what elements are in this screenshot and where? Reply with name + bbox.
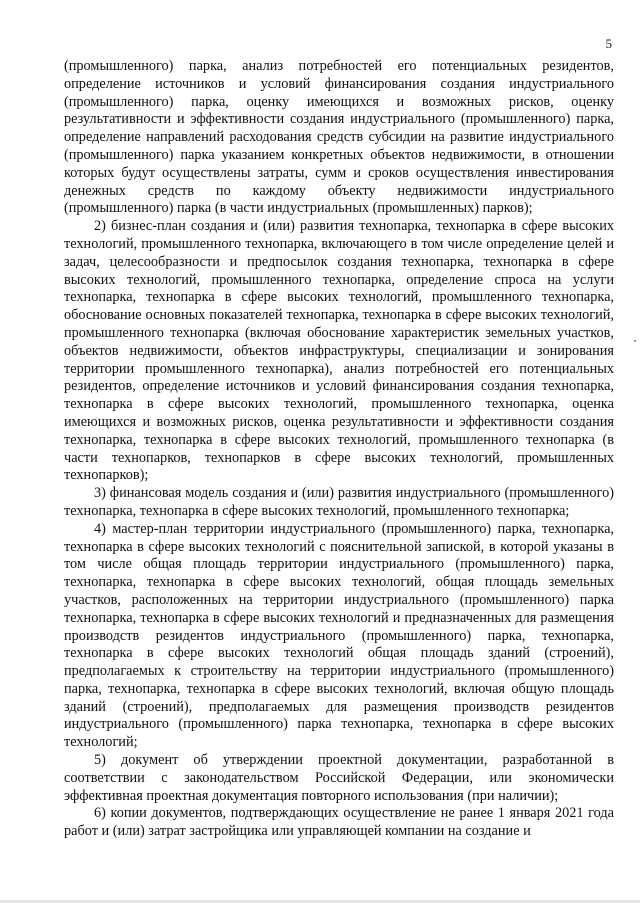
paragraph-item-6: 6) копии документов, подтверждающих осуществление не ранее 1 января 2021 года работ и (или) затрат застройщика или управляющей компании на создание и xyxy=(64,805,614,840)
page-number: 5 xyxy=(605,36,612,51)
paragraph-continuation: (промышленного) парка, анализ потребностей его потенциальных резидентов, определение источников и условий финансирования создания индустриального (промышленного) парка, оценку имеющихся и возможных рисков, оценку результативности и эффективности создания индустриального (промышленного) парка, определение направлений расходования средств субсидии на развитие индустриального (промышленного) парка указанием конкретных объектов недвижимости, в отношении которых будут осуществлены затраты, сумм и сроков осуществления инвестирования денежных средств по каждому объекту недвижимости индустриального (промышленного) парка (в части индустриальных (промышленных) парков); xyxy=(64,58,614,217)
paragraph-item-4: 4) мастер-план территории индустриального (промышленного) парка, технопарка, технопарка в сфере высоких технологий с пояснительной запиской, в которой указаны в том числе общая площадь территории индустриального (промышленного) парка, технопарка, технопарка в сфере высоких технологий, общая площадь земельных участков, расположенных на территории индустриального (промышленного) парка технопарка, технопарка в сфере высоких технологий и предназначенных для размещения производств резидентов индустриального (промышленного) парка, технопарка, технопарка в сфере высоких технологий общая площадь зданий (строений), предполагаемых к строительству на территории индустриального (промышленного) парка, технопарка, технопарка в сфере высоких технологий, включая общую площадь зданий (строений), предполагаемых для размещения производств резидентов индустриального (промышленного) парка технопарка, технопарка в сфере высоких технологий; xyxy=(64,520,614,751)
document-body xyxy=(64,58,614,841)
paragraph-item-2: 2) бизнес-план создания и (или) развития технопарка, технопарка в сфере высоких технологий, промышленного технопарка, включающего в том числе определение целей и задач, целесообразности и предпосылок создания технопарка, технопарка в сфере высоких технологий, промышленного технопарка, определение спроса на услуги технопарка, технопарка в сфере высоких технологий, промышленного технопарка, обоснование основных показателей технопарка, технопарка в сфере высоких технологий, промышленного технопарка (включая обоснование характеристик земельных участков, объектов недвижимости, объектов инфраструктуры, специализации и зонирования территории промышленного технопарка), анализ потребностей его потенциальных резидентов, определение источников и условий финансирования создания технопарка, технопарка в сфере высоких технологий, промышленного технопарка, оценка имеющихся и возможных рисков, оценка результативности и эффективности создания технопарка, технопарка в сфере высоких технологий, промышленного технопарка (в части технопарков, технопарков в сфере высоких технологий, промышленных технопарков); xyxy=(64,218,614,484)
paragraph-item-3: 3) финансовая модель создания и (или) развития индустриального (промышленного) технопарка, технопарка в сфере высоких технологий, промышленного технопарка; xyxy=(64,485,614,519)
scan-margin-mark xyxy=(634,340,636,342)
paragraph-item-5: 5) документ об утверждении проектной документации, разработанной в соответствии с законодательством Российской Федерации, или экономически эффективная проектная документация повторного использования (при наличии); xyxy=(64,752,614,804)
